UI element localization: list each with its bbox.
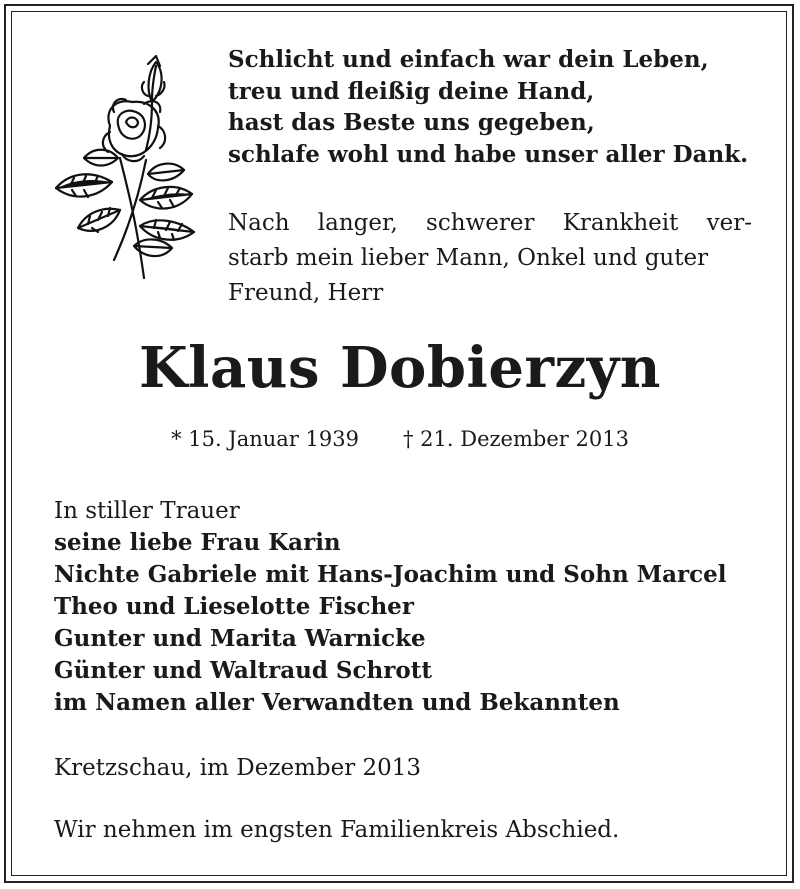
death-announcement-intro bbox=[228, 206, 752, 311]
mourner-line: seine liebe Frau Karin bbox=[54, 529, 341, 556]
intro-word: Nach bbox=[228, 210, 290, 236]
mourners-list bbox=[54, 495, 727, 719]
intro-word: Krankheit bbox=[562, 210, 679, 236]
mourners-intro: In stiller Trauer bbox=[54, 498, 240, 524]
deceased-name: Klaus Dobierzyn bbox=[139, 335, 661, 401]
poem-line: treu und fleißig deine Hand, bbox=[228, 77, 595, 105]
birth-date: * 15. Januar 1939 bbox=[171, 427, 359, 451]
poem-line: Schlicht und einfach war dein Leben, bbox=[228, 46, 709, 73]
farewell-note: Wir nehmen im engsten Familienkreis Abschied. bbox=[54, 817, 620, 843]
mourner-line: Günter und Waltraud Schrott bbox=[54, 657, 432, 684]
mourner-line: Nichte Gabriele mit Hans-Joachim und Sohn Marcel bbox=[54, 561, 727, 588]
death-date: † 21. Dezember 2013 bbox=[402, 427, 629, 451]
life-dates bbox=[0, 424, 800, 454]
poem-line: schlafe wohl und habe unser aller Dank. bbox=[228, 140, 749, 168]
mourner-line: Theo und Lieselotte Fischer bbox=[54, 593, 414, 620]
intro-word: ver- bbox=[706, 210, 752, 236]
memorial-poem bbox=[228, 44, 748, 170]
rose-icon bbox=[48, 50, 204, 282]
poem-line: hast das Beste uns gegeben, bbox=[228, 109, 595, 136]
mourner-line: Gunter und Marita Warnicke bbox=[54, 625, 426, 652]
intro-word: schwerer bbox=[426, 210, 535, 236]
place-and-date: Kretzschau, im Dezember 2013 bbox=[54, 755, 422, 781]
intro-line-2: starb mein lieber Mann, Onkel und guter bbox=[228, 245, 709, 271]
intro-line-3: Freund, Herr bbox=[228, 280, 384, 306]
mourner-line: im Namen aller Verwandten und Bekannten bbox=[54, 689, 620, 716]
intro-line-1 bbox=[228, 206, 752, 241]
intro-word: langer, bbox=[317, 210, 398, 236]
